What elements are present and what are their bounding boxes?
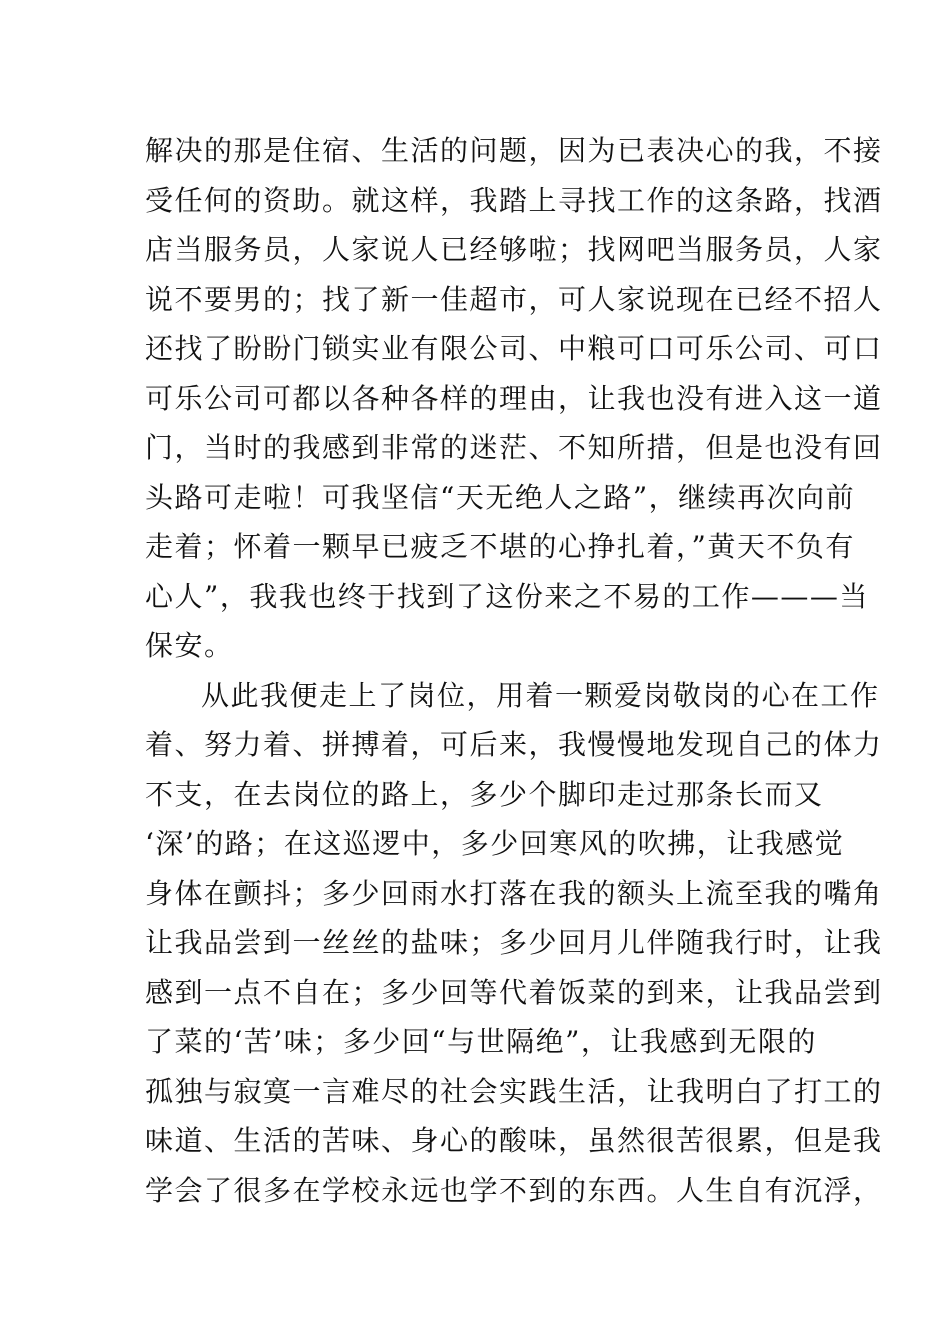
- text-line: 可乐公司可都以各种各样的理由，让我也没有进入这一道: [145, 381, 883, 415]
- paragraph-2: [145, 671, 883, 1216]
- text-line: 不支，在去岗位的路上，多少个脚印走过那条长而又: [145, 777, 824, 811]
- text-line: ‘深’的路；在这巡逻中，多少回寒风的吹拂，让我感觉: [145, 827, 845, 860]
- text-line: 让我品尝到一丝丝的盐味；多少回月儿伴随我行时，让我: [145, 926, 883, 959]
- text-line: 心人”，我我也终于找到了这份来之不易的工作———当: [145, 579, 869, 613]
- text-line: 感到一点不自在；多少回等代着饭菜的到来，让我品尝到: [145, 975, 883, 1009]
- text-line: 了菜的‘苦’味；多少回“与世隔绝”，让我感到无限的: [145, 1025, 817, 1058]
- text-line: 受任何的资助。就这样，我踏上寻找工作的这条路，找酒: [145, 183, 883, 217]
- text-line: 保安。: [145, 629, 234, 662]
- text-line: 从此我便走上了岗位，用着一颗爱岗敬岗的心在工作: [201, 678, 880, 712]
- text-line: 店当服务员，人家说人已经够啦；找网吧当服务员，人家: [145, 233, 883, 266]
- paragraph-1: [145, 126, 883, 671]
- text-line: 说不要男的；找了新一佳超市，可人家说现在已经不招人: [145, 282, 883, 316]
- text-line: 门，当时的我感到非常的迷茫、不知所措，但是也没有回: [145, 431, 883, 464]
- text-line: 学会了很多在学校永远也学不到的东西。人生自有沉浮，: [145, 1173, 883, 1207]
- text-line: 味道、生活的苦味、身心的酸味，虽然很苦很累，但是我: [145, 1124, 883, 1157]
- text-line: 着、努力着、拼搏着，可后来，我慢慢地发现自己的体力: [145, 728, 883, 761]
- text-line: 走着；怀着一颗早已疲乏不堪的心挣扎着，”黄天不负有: [145, 530, 855, 563]
- document-body: [145, 126, 883, 1215]
- text-line: 身体在颤抖；多少回雨水打落在我的额头上流至我的嘴角: [145, 876, 883, 910]
- text-line: 解决的那是住宿、生活的问题，因为已表决心的我，不接: [145, 134, 883, 167]
- text-line: 还找了盼盼门锁实业有限公司、中粮可口可乐公司、可口: [145, 332, 883, 365]
- text-line: 孤独与寂寞一言难尽的社会实践生活，让我明白了打工的: [145, 1074, 883, 1108]
- text-line: 头路可走啦！可我坚信“天无绝人之路”，继续再次向前: [145, 480, 856, 514]
